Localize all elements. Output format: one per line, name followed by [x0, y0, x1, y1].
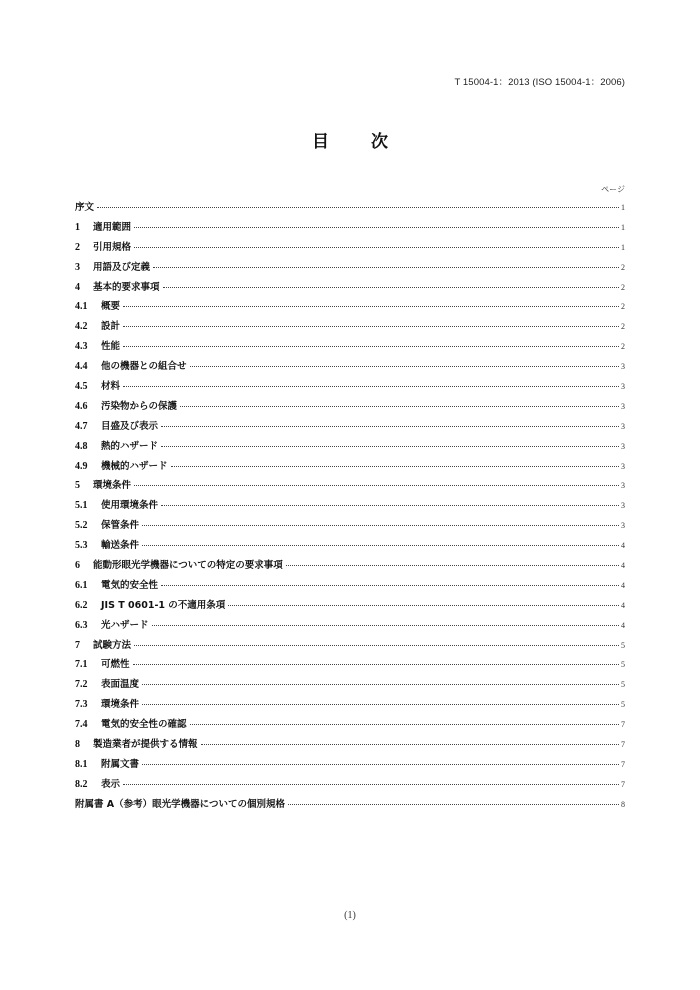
- toc-entry-number: 8: [75, 739, 80, 751]
- toc-dot-leader: [180, 405, 619, 407]
- toc-entry-page: 4: [621, 600, 625, 610]
- toc-entry-title: 引用規格: [93, 241, 132, 253]
- toc-entry[interactable]: [75, 517, 625, 537]
- toc-entry-title: 表示: [101, 778, 121, 790]
- toc-entry-title: 輸送条件: [101, 540, 140, 552]
- toc-entry-page: 5: [621, 700, 625, 710]
- toc-dot-leader: [161, 584, 619, 586]
- toc-dot-leader: [134, 226, 619, 228]
- toc-entry[interactable]: [75, 597, 625, 617]
- toc-entry-number: 7.2: [75, 679, 88, 691]
- toc-entry-title: 機械的ハザード: [101, 460, 168, 472]
- toc-dot-leader: [134, 484, 619, 486]
- toc-entry-title: 目盛及び表示: [101, 420, 159, 432]
- toc-entry-title: 汚染物からの保護: [101, 400, 178, 412]
- toc-entry-page: 3: [621, 421, 625, 431]
- toc-entry-page: 3: [621, 481, 625, 491]
- toc-entry[interactable]: [75, 199, 625, 219]
- toc-dot-leader: [161, 425, 619, 427]
- toc-entry-number: 5.1: [75, 500, 88, 512]
- toc-entry[interactable]: [75, 696, 625, 716]
- toc-dot-leader: [134, 644, 619, 646]
- toc-entry[interactable]: [75, 497, 625, 517]
- toc-entry-title: 附属書 A（参考）眼光学機器についての個別規格: [75, 798, 285, 810]
- toc-entry-number: 4.7: [75, 420, 88, 432]
- toc-entry-number: 7.3: [75, 699, 88, 711]
- toc-entry[interactable]: [75, 219, 625, 239]
- toc-entry-title: 保管条件: [101, 520, 140, 532]
- toc-entry-page: 5: [621, 640, 625, 650]
- toc-entry-page: 7: [621, 759, 625, 769]
- toc-entry-page: 4: [621, 541, 625, 551]
- toc-entry-page: 4: [621, 580, 625, 590]
- toc-entry[interactable]: [75, 716, 625, 736]
- toc-entry[interactable]: [75, 477, 625, 497]
- page-title: 目 次: [312, 132, 406, 152]
- toc-dot-leader: [142, 683, 619, 685]
- toc-dot-leader: [152, 624, 619, 626]
- toc-entry-title: 試験方法: [93, 639, 132, 651]
- toc-entry-number: 4.1: [75, 301, 88, 313]
- toc-dot-leader: [286, 564, 619, 566]
- toc-entry-title: 他の機器との組合せ: [101, 361, 187, 373]
- toc-entry-title: 可燃性: [101, 659, 130, 671]
- toc-dot-leader: [288, 803, 619, 805]
- toc-entry[interactable]: [75, 756, 625, 776]
- toc-entry[interactable]: [75, 656, 625, 676]
- toc-entry-number: 4.3: [75, 341, 88, 353]
- toc-entry-number: 7.4: [75, 719, 88, 731]
- toc-dot-leader: [153, 266, 619, 268]
- toc-dot-leader: [190, 723, 619, 725]
- toc-entry-number: 4.9: [75, 460, 88, 472]
- document-standard-id: T 15004-1：2013 (ISO 15004-1：2006): [454, 77, 625, 88]
- toc-entry-page: 8: [621, 799, 625, 809]
- toc-entry[interactable]: [75, 398, 625, 418]
- toc-dot-leader: [134, 246, 619, 248]
- toc-entry[interactable]: [75, 418, 625, 438]
- toc-dot-leader: [142, 544, 619, 546]
- toc-entry-page: 2: [621, 262, 625, 272]
- toc-entry-page: 1: [621, 222, 625, 232]
- toc-entry[interactable]: [75, 637, 625, 657]
- toc-entry-title: 表面温度: [101, 679, 140, 691]
- toc-entry-number: 8.2: [75, 778, 88, 790]
- toc-entry-number: 6.2: [75, 599, 88, 611]
- toc-entry[interactable]: [75, 617, 625, 637]
- toc-entry-title: 電気的安全性: [101, 579, 159, 591]
- toc-entry[interactable]: [75, 736, 625, 756]
- toc-entry[interactable]: [75, 338, 625, 358]
- toc-entry-title: 能動形眼光学機器についての特定の要求事項: [93, 560, 283, 572]
- toc-entry[interactable]: [75, 776, 625, 796]
- toc-entry-title: 基本的要求事項: [93, 281, 160, 293]
- toc-entry-number: 8.1: [75, 758, 88, 770]
- toc-entry-page: 2: [621, 322, 625, 332]
- toc-entry-number: 4.4: [75, 361, 88, 373]
- toc-entry[interactable]: [75, 676, 625, 696]
- toc-entry-number: 7: [75, 639, 80, 651]
- toc-entry-page: 3: [621, 382, 625, 392]
- toc-entry-page: 5: [621, 660, 625, 670]
- toc-entry-title: 熱的ハザード: [101, 440, 159, 452]
- toc-entry-title: 使用環境条件: [101, 500, 159, 512]
- toc-entry[interactable]: [75, 537, 625, 557]
- toc-entry-page: 2: [621, 342, 625, 352]
- toc-entry-page: 2: [621, 302, 625, 312]
- toc-dot-leader: [171, 465, 619, 467]
- toc-dot-leader: [123, 305, 619, 307]
- toc-entry-title: 適用範囲: [93, 221, 132, 233]
- toc-entry-number: 6: [75, 560, 80, 572]
- toc-entry-number: 6.3: [75, 619, 88, 631]
- toc-entry-page: 3: [621, 441, 625, 451]
- toc-entry[interactable]: [75, 239, 625, 259]
- toc-entry[interactable]: [75, 298, 625, 318]
- toc-entry-number: 3: [75, 261, 80, 273]
- page-column-label: ページ: [601, 185, 625, 194]
- toc-entry-number: 4.2: [75, 321, 88, 333]
- toc-entry[interactable]: [75, 458, 625, 478]
- toc-entry-number: 4: [75, 281, 80, 293]
- toc-entry-title: 用語及び定義: [93, 261, 151, 273]
- toc-entry-title: JIS T 0601-1 の不適用条項: [101, 599, 226, 611]
- toc-dot-leader: [161, 445, 619, 447]
- toc-dot-leader: [201, 743, 619, 745]
- toc-entry-page: 7: [621, 740, 625, 750]
- toc-entry-title: 設計: [101, 321, 121, 333]
- toc-entry-page: 1: [621, 242, 625, 252]
- toc-entry-number: 4.6: [75, 400, 88, 412]
- toc-entry[interactable]: [75, 279, 625, 299]
- table-of-contents: [75, 199, 625, 816]
- toc-dot-leader: [142, 703, 619, 705]
- toc-entry[interactable]: [75, 358, 625, 378]
- toc-entry-page: 4: [621, 620, 625, 630]
- toc-entry-title: 序文: [75, 202, 95, 213]
- toc-entry-page: 1: [621, 203, 625, 212]
- toc-dot-leader: [228, 604, 619, 606]
- toc-entry-page: 7: [621, 720, 625, 730]
- toc-entry[interactable]: [75, 557, 625, 577]
- page-number: (1): [344, 910, 356, 921]
- toc-entry-page: 3: [621, 501, 625, 511]
- toc-entry[interactable]: [75, 577, 625, 597]
- toc-dot-leader: [163, 286, 619, 288]
- toc-dot-leader: [133, 663, 619, 665]
- toc-entry-number: 5.2: [75, 520, 88, 532]
- toc-dot-leader: [123, 385, 619, 387]
- toc-dot-leader: [142, 524, 619, 526]
- toc-entry-number: 1: [75, 221, 80, 233]
- toc-dot-leader: [123, 783, 619, 785]
- toc-entry-number: 4.8: [75, 440, 88, 452]
- toc-entry-number: 6.1: [75, 579, 88, 591]
- toc-entry-title: 光ハザード: [101, 619, 149, 631]
- toc-entry-page: 4: [621, 561, 625, 571]
- toc-entry-page: 3: [621, 362, 625, 372]
- toc-entry[interactable]: [75, 438, 625, 458]
- toc-entry-title: 性能: [101, 341, 121, 353]
- toc-entry-number: 2: [75, 241, 80, 253]
- toc-entry-page: 3: [621, 521, 625, 531]
- toc-entry-number: 5: [75, 480, 80, 492]
- toc-entry[interactable]: [75, 796, 625, 816]
- toc-dot-leader: [97, 206, 619, 208]
- toc-entry[interactable]: [75, 318, 625, 338]
- toc-dot-leader: [142, 763, 619, 765]
- toc-dot-leader: [161, 504, 619, 506]
- toc-entry-number: 4.5: [75, 381, 88, 393]
- toc-entry-title: 電気的安全性の確認: [101, 719, 187, 731]
- toc-entry-page: 2: [621, 282, 625, 292]
- toc-entry-page: 5: [621, 680, 625, 690]
- toc-entry-page: 3: [621, 461, 625, 471]
- toc-entry-number: 5.3: [75, 540, 88, 552]
- toc-dot-leader: [123, 325, 619, 327]
- toc-entry-page: 3: [621, 401, 625, 411]
- toc-entry-page: 7: [621, 779, 625, 789]
- toc-entry[interactable]: [75, 259, 625, 279]
- toc-entry-number: 7.1: [75, 659, 88, 671]
- toc-entry-title: 製造業者が提供する情報: [93, 739, 198, 751]
- toc-entry-title: 環境条件: [93, 480, 132, 492]
- toc-dot-leader: [123, 345, 619, 347]
- toc-entry[interactable]: [75, 378, 625, 398]
- toc-entry-title: 環境条件: [101, 699, 140, 711]
- toc-entry-title: 材料: [101, 381, 121, 393]
- toc-entry-title: 附属文書: [101, 758, 140, 770]
- toc-entry-title: 概要: [101, 301, 121, 313]
- toc-dot-leader: [190, 365, 619, 367]
